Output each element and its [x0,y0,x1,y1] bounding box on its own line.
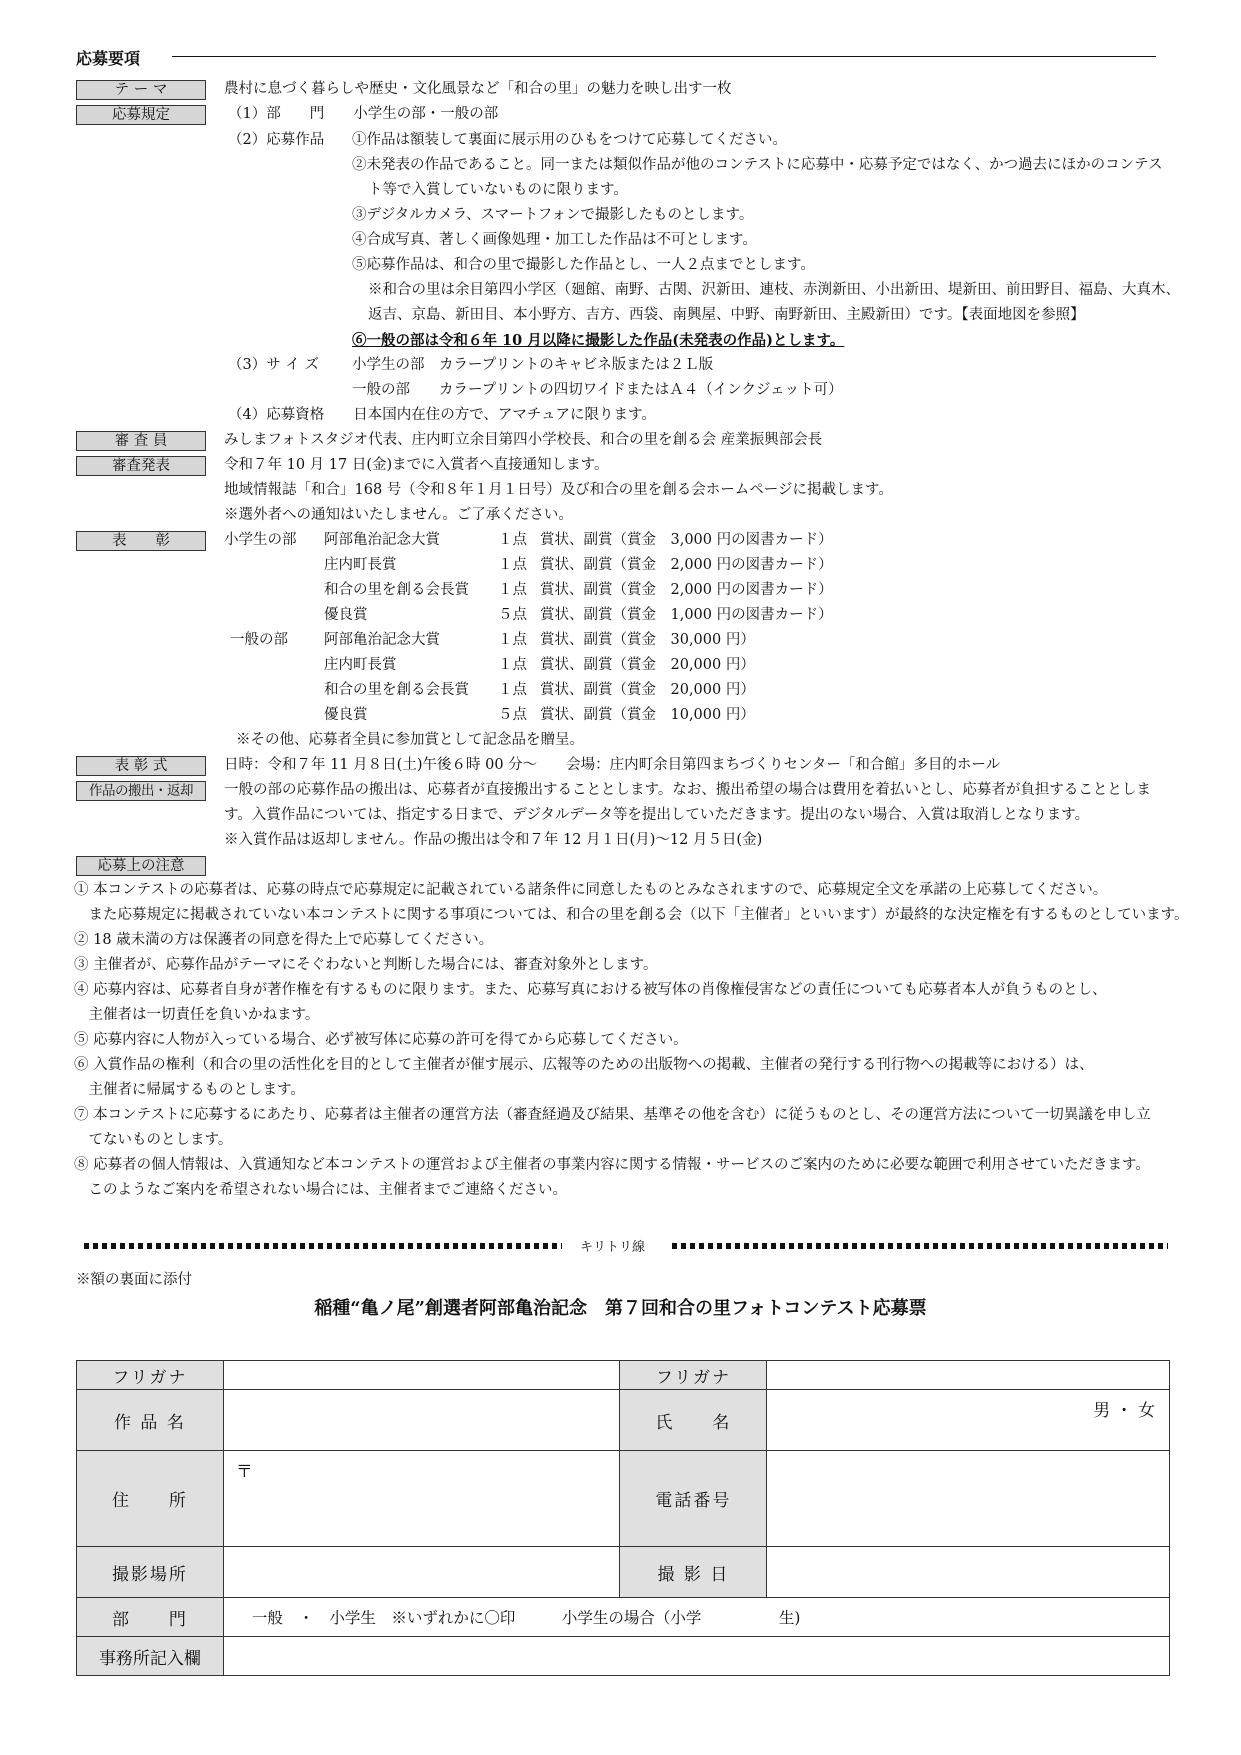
rules-work-3: ③デジタルカメラ、スマートフォンで撮影したものとします。 [352,207,754,223]
award-prize: 和合の里を創る会長賞 [324,582,469,598]
award-count: １点 [498,557,527,573]
work-title-label: 作 品 名 [77,1390,224,1451]
note-line: このようなご案内を希望されない場合には、主催者までご連絡ください。 [74,1182,567,1198]
division-label: 部 門 [77,1598,224,1637]
note-line: ① 本コンテストの応募者は、応募の時点で応募規定に記載されている諸条件に同意したものとみなされますので、応募規定全文を承諾の上応募してください。 [74,882,1108,898]
rules-section-2-head: （2）応募作品 [228,132,325,148]
results-line-2: 地域情報誌「和合」168 号（令和８年１月１日号）及び和合の里を創る会ホームページに掲載します。 [224,482,893,498]
award-count: ５点 [498,607,527,623]
note-line: ③ 主催者が、応募作品がテーマにそぐわないと判断した場合には、審査対象外とします。 [74,957,658,973]
award-group-general: 一般の部 [230,632,288,648]
award-prize: 優良賞 [324,607,368,623]
furigana-label-name: フリガナ [620,1361,767,1390]
rules-section-1: （1）部 門 小学生の部・一般の部 [228,106,499,122]
rules-work-1: ①作品は額装して裏面に展示用のひもをつけて応募してください。 [352,132,787,148]
award-detail: 賞状、副賞（賞金 10,000 円） [540,707,755,723]
note-line: また応募規定に掲載されていない本コンテストに関する事項については、和合の里を創る会（以下「主催者」といいます）が最終的な決定権を有するものとしています。 [74,907,1189,923]
label-notes: 応募上の注意 [76,856,206,876]
note-line: 主催者に帰属するものとします。 [74,1082,305,1098]
phone-label: 電話番号 [620,1451,767,1547]
location-label: 撮影場所 [77,1547,224,1598]
award-group-elementary: 小学生の部 [224,532,297,548]
shoot-date-field[interactable] [767,1547,1170,1598]
form-title: 稲種“亀ノ尾”創選者阿部亀治記念 第７回和合の里フォトコンテスト応募票 [314,1298,927,1319]
work-title-field[interactable] [223,1390,620,1451]
award-count: ５点 [498,707,527,723]
note-line: ⑧ 応募者の個人情報は、入賞通知など本コンテストの運営および主催者の事業内容に関する情報・サービスのご案内のために必要な範囲で利用させていただきます。 [74,1157,1150,1173]
office-use-label: 事務所記入欄 [77,1637,224,1676]
label-theme: テ ー マ [76,80,206,100]
award-detail: 賞状、副賞（賞金 1,000 円の図書カード） [540,607,833,623]
rules-size-2: 一般の部 カラープリントの四切ワイドまたはＡ４（インクジェット可） [352,382,843,398]
shoot-date-label: 撮 影 日 [620,1547,767,1598]
attach-note: ※額の裏面に添付 [76,1272,192,1288]
note-line: ② 18 歳未満の方は保護者の同意を得た上で応募してください。 [74,932,494,948]
pickup-line-3: ※入賞作品は返却しません。作品の搬出は令和７年 12 月１日(月)～12 月５日(金) [224,832,763,848]
cut-line-left [84,1243,562,1249]
award-count: １点 [498,657,527,673]
rules-section-3-head: （3）サ イ ズ [228,357,319,373]
award-detail: 賞状、副賞（賞金 20,000 円） [540,682,755,698]
award-prize: 庄内町長賞 [324,557,397,573]
award-prize: 阿部亀治記念大賞 [324,632,440,648]
award-detail: 賞状、副賞（賞金 2,000 円の図書カード） [540,557,833,573]
award-prize: 優良賞 [324,707,368,723]
rules-work-6: ⑥一般の部は令和６年 10 月以降に撮影した作品(未発表の作品)とします。 [352,332,845,349]
rules-work-5: ⑤応募作品は、和合の里で撮影した作品とし、一人２点までとします。 [352,257,815,273]
furigana-name-field[interactable] [767,1361,1170,1390]
note-line: ⑥ 入賞作品の権利（和合の里の活性化を目的として主催者が催す展示、広報等のための出版物への掲載、主催者の発行する刊行物への掲載等における）は、 [74,1057,1094,1073]
note-line: 主催者は一切責任を負いかねます。 [74,1007,320,1023]
rules-work-2: ②未発表の作品であること。同一または類似作品が他のコンテストに応募中・応募予定ではなく、かつ過去にほかのコンテス [352,157,1163,173]
label-pickup: 作品の搬出・返却 [76,781,206,801]
name-label: 氏 名 [620,1390,767,1451]
award-detail: 賞状、副賞（賞金 20,000 円） [540,657,755,673]
office-use-field [223,1637,1169,1676]
awards-note: ※その他、応募者全員に参加賞として記念品を贈呈。 [236,732,584,748]
rules-section-4: （4）応募資格 日本国内在住の方で、アマチュアに限ります。 [228,407,656,423]
award-detail: 賞状、副賞（賞金 3,000 円の図書カード） [540,532,833,548]
furigana-label-work: フリガナ [77,1361,224,1390]
division-field[interactable]: 一般 ・ 小学生 ※いずれかに〇印 小学生の場合（小学 生) [223,1598,1169,1637]
rules-area-note-1: ※和合の里は余目第四小学区（廻館、南野、古関、沢新田、連枝、赤渕新田、小出新田、堤新田、前田野目、福島、大真木、 [368,282,1180,298]
judges-text: みしまフォトスタジオ代表、庄内町立余目第四小学校長、和合の里を創る会 産業振興部会長 [224,432,823,448]
award-count: １点 [498,532,527,548]
award-prize: 和合の里を創る会長賞 [324,682,469,698]
results-line-1: 令和７年 10 月 17 日(金)までに入賞者へ直接通知します。 [224,457,609,473]
phone-field[interactable] [767,1451,1170,1547]
rules-size-1: 小学生の部 カラープリントのキャビネ版または２Ｌ版 [352,357,714,373]
label-ceremony: 表 彰 式 [76,756,206,776]
postal-mark: 〒 [235,1462,253,1482]
award-count: １点 [498,582,527,598]
entry-form [76,1360,1170,1676]
gender-options[interactable]: 男 ・ 女 [1093,1401,1155,1421]
name-field[interactable] [767,1390,1170,1451]
cut-line-right [672,1243,1168,1249]
label-judges: 審 査 員 [76,431,206,451]
award-prize: 阿部亀治記念大賞 [324,532,440,548]
pickup-line-1: 一般の部の応募作品の搬出は、応募者が直接搬出することとします。なお、搬出希望の場合は費用を着払いとし、応募者が負担することとしま [224,782,1151,798]
rules-area-note-2: 返吉、京島、新田目、本小野方、吉方、西袋、南興屋、中野、南野新田、主殿新田）です。【表面地図を参照】 [368,307,1085,323]
note-line: ⑤ 応募内容に人物が入っている場合、必ず被写体に応募の許可を得てから応募してください。 [74,1032,688,1048]
award-detail: 賞状、副賞（賞金 2,000 円の図書カード） [540,582,833,598]
page-heading: 応募要項 [76,49,141,68]
location-field[interactable] [223,1547,620,1598]
note-line: ⑦ 本コンテストに応募するにあたり、応募者は主催者の運営方法（審査経過及び結果、基準その他を含む）に従うものとし、その運営方法について一切異議を申し立 [74,1107,1151,1123]
address-label: 住 所 [77,1451,224,1547]
label-awards: 表 彰 [76,531,206,551]
label-rules: 応募規定 [76,105,206,125]
heading-rule [172,56,1156,57]
label-results: 審査発表 [76,456,206,476]
award-prize: 庄内町長賞 [324,657,397,673]
rules-work-4: ④合成写真、著しく画像処理・加工した作品は不可とします。 [352,232,757,248]
award-detail: 賞状、副賞（賞金 30,000 円） [540,632,755,648]
ceremony-text: 日時：令和７年 11 月８日(土)午後６時 00 分～ 会場：庄内町余目第四まちづくりセンター「和合館」多目的ホール [224,757,1001,773]
award-count: １点 [498,682,527,698]
note-line: てないものとします。 [74,1132,233,1148]
results-line-3: ※選外者への通知はいたしません。ご了承ください。 [224,507,573,523]
address-field[interactable] [223,1451,620,1547]
pickup-line-2: す。入賞作品については、指定する日まで、デジタルデータ等を提出していただきます。提出のない場合、入賞は取消しとなります。 [224,807,1090,823]
rules-work-2-cont: ト等で入賞していないものに限ります。 [368,182,628,198]
theme-text: 農村に息づく暮らしや歴史・文化風景など「和合の里」の魅力を映し出す一枚 [224,81,732,97]
award-count: １点 [498,632,527,648]
note-line: ④ 応募内容は、応募者自身が著作権を有するものに限ります。また、応募写真における被写体の肖像権侵害などの責任についても応募者本人が負うものとし、 [74,982,1107,998]
furigana-work-field[interactable] [223,1361,620,1390]
cut-line-label: キリトリ線 [580,1240,646,1255]
